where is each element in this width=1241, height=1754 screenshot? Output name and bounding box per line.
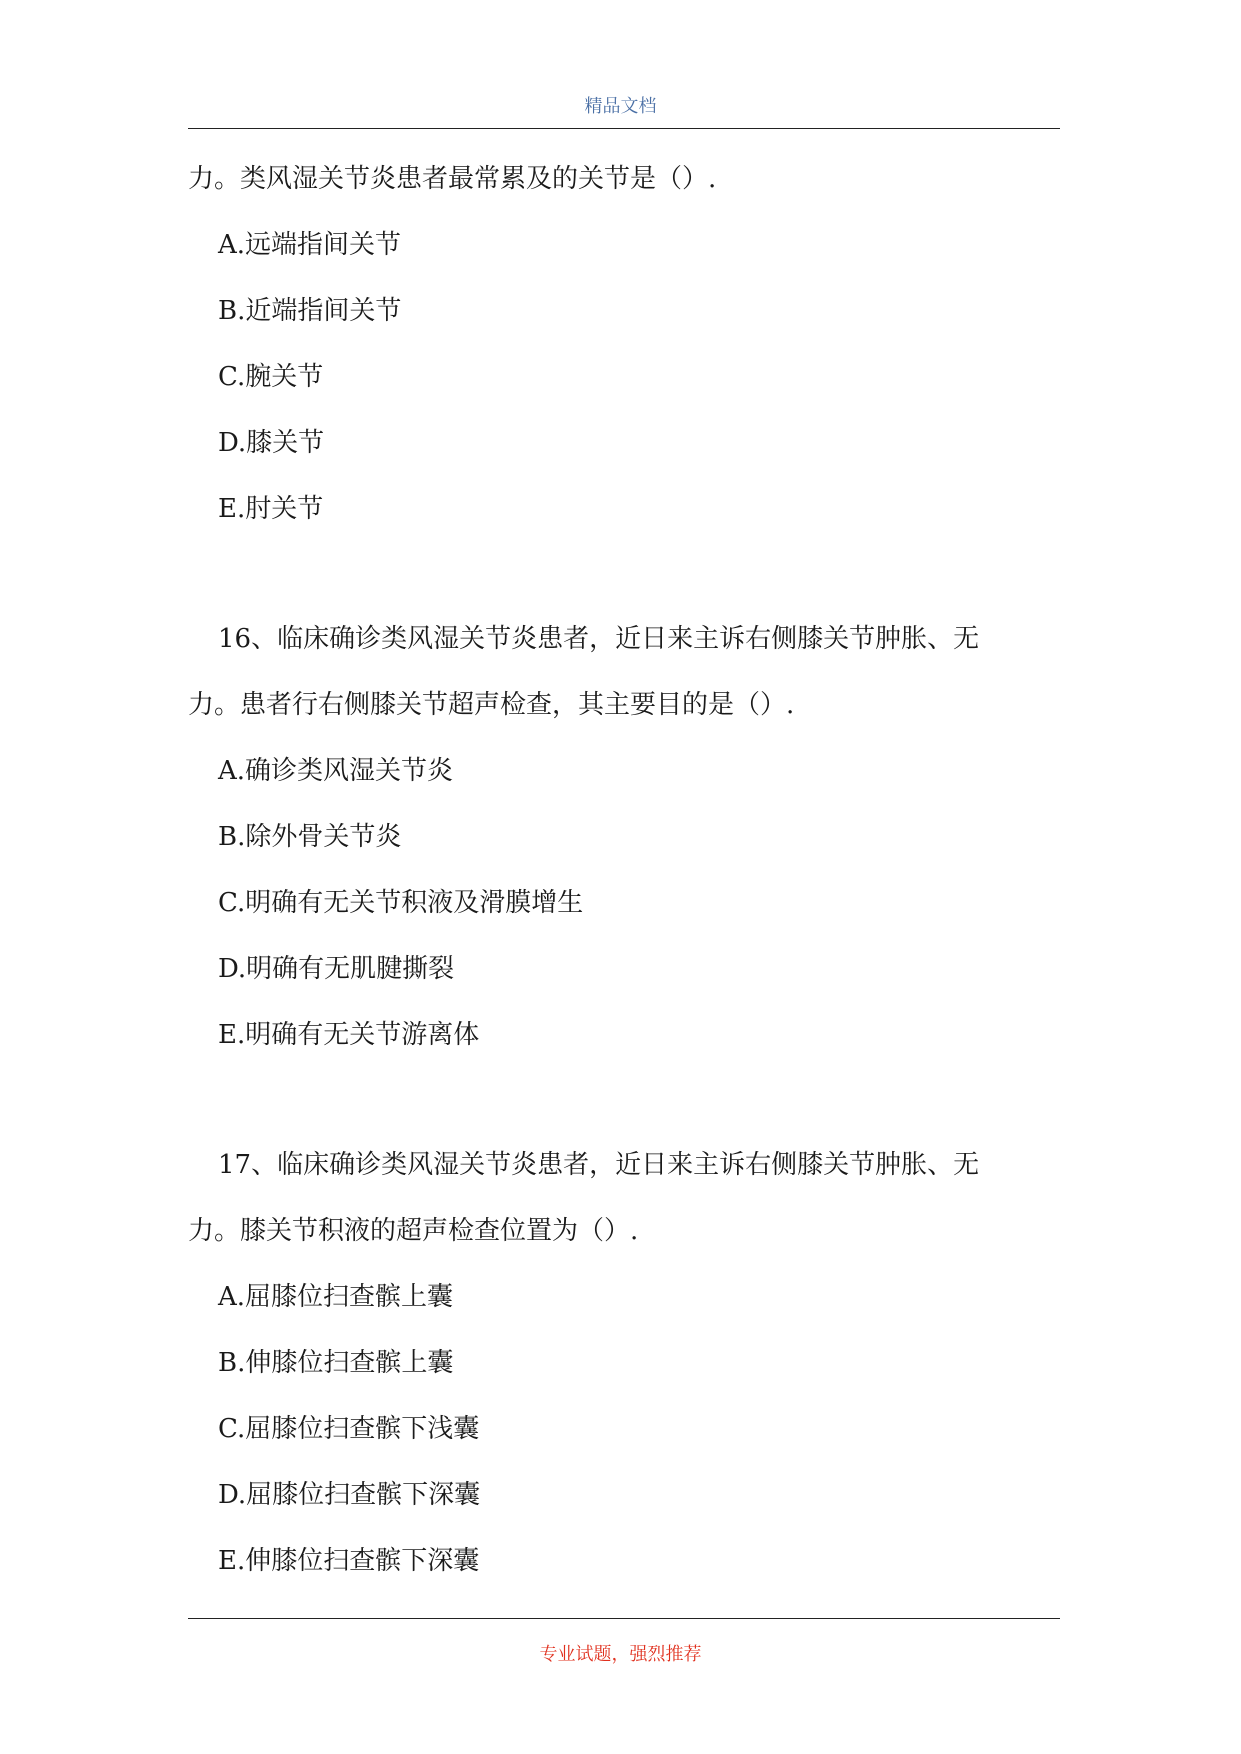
question-17-stem-line1: 17、临床确诊类风湿关节炎患者，近日来主诉右侧膝关节肿胀、无 — [218, 1150, 980, 1180]
question-15-option-b: B.近端指间关节 — [218, 296, 402, 326]
question-16-stem-line1: 16、临床确诊类风湿关节炎患者，近日来主诉右侧膝关节肿胀、无 — [218, 624, 980, 654]
question-spacer — [188, 1086, 1060, 1150]
question-15-option-d: D.膝关节 — [218, 428, 325, 458]
question-15-stem-tail: 力。类风湿关节炎患者最常累及的关节是（）. — [188, 164, 717, 194]
question-17-stem-line2: 力。膝关节积液的超声检查位置为（）. — [188, 1216, 639, 1246]
page-header-title: 精品文档 — [584, 96, 657, 117]
question-17-option-d: D.屈膝位扫查髌下深囊 — [218, 1480, 481, 1510]
question-17-option-c: C.屈膝位扫查髌下浅囊 — [218, 1414, 480, 1444]
question-15-option-c: C.腕关节 — [218, 362, 324, 392]
question-spacer — [188, 560, 1060, 624]
question-16-option-c: C.明确有无关节积液及滑膜增生 — [218, 888, 584, 918]
question-16-stem-line2: 力。患者行右侧膝关节超声检查，其主要目的是（）. — [188, 690, 795, 720]
question-15-option-e: E.肘关节 — [218, 494, 324, 524]
question-16-option-e: E.明确有无关节游离体 — [218, 1020, 480, 1050]
document-body — [188, 164, 1060, 1612]
question-16-option-d: D.明确有无肌腱撕裂 — [218, 954, 455, 984]
question-17-option-e: E.伸膝位扫查髌下深囊 — [218, 1546, 480, 1576]
question-17-option-b: B.伸膝位扫查髌上囊 — [218, 1348, 454, 1378]
footer-divider — [188, 1618, 1060, 1619]
question-16-option-a: A.确诊类风湿关节炎 — [218, 756, 454, 786]
header-divider — [188, 128, 1060, 129]
question-16-option-b: B.除外骨关节炎 — [218, 822, 402, 852]
page-footer-slogan: 专业试题，强烈推荐 — [539, 1644, 702, 1665]
question-15-option-a: A.远端指间关节 — [218, 230, 402, 260]
question-17-option-a: A.屈膝位扫查髌上囊 — [218, 1282, 454, 1312]
